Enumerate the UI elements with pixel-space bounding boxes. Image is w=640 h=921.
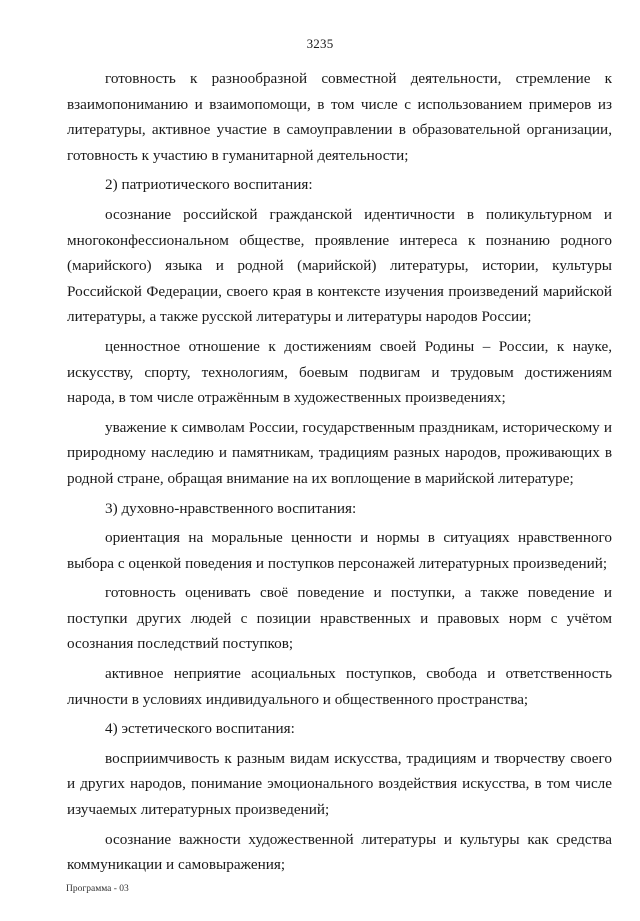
paragraph: ориентация на моральные ценности и нормы в ситуациях нравственного выбора с оценкой поведения и поступков персонажей литературных произведений;: [67, 529, 612, 572]
section-heading-aesthetic: 4) эстетического воспитания:: [105, 720, 295, 738]
section-heading-patriotic: 2) патриотического воспитания:: [105, 176, 313, 194]
paragraph: готовность оценивать своё поведение и поступки, а также поведение и поступки других людей с позиции нравственных и правовых норм с учётом осознания последствий поступков;: [67, 584, 612, 653]
paragraph: восприимчивость к разным видам искусства, традициям и творчеству своего и других народов, понимание эмоционального воздействия искусства, в том числе изучаемых литературных произведений;: [67, 749, 612, 819]
paragraph: уважение к символам России, государственным праздникам, историческому и природному наследию и памятникам, традициям разных народов, проживающих в родной стране, обращая внимание на их воплощение в марийской литературе;: [67, 418, 612, 487]
page-number: 3235: [306, 36, 334, 51]
paragraph: активное неприятие асоциальных поступков, свобода и ответственность личности в условиях индивидуального и общественного пространства;: [67, 665, 612, 708]
paragraph: готовность к разнообразной совместной деятельности, стремление к взаимопониманию и взаимопомощи, в том числе с использованием примеров из литературы, активное участие в самоуправлении в образовательной организации, готовность к участию в гуманитарной деятельности;: [67, 70, 612, 164]
paragraph: осознание важности художественной литературы и культуры как средства коммуникации и самовыражения;: [67, 830, 612, 874]
paragraph: осознание российской гражданской идентичности в поликультурном и многоконфессиональном обществе, проявление интереса к познанию родного (марийского) языка и родной (марийской) литературы, истории, культуры Российской Федерации, своего края в контексте изучения произведений марийской литературы, а также русской литературы и литературы народов России;: [67, 205, 612, 326]
paragraph: ценностное отношение к достижениям своей Родины – России, к науке, искусству, спорту, технологиям, боевым подвигам и трудовым достижениям народа, в том числе отражённым в художественных произведениях;: [67, 337, 612, 407]
section-heading-spiritual-moral: 3) духовно-нравственного воспитания:: [105, 499, 357, 517]
footer-program-label: Программа - 03: [66, 884, 129, 894]
page-body: [67, 66, 612, 882]
